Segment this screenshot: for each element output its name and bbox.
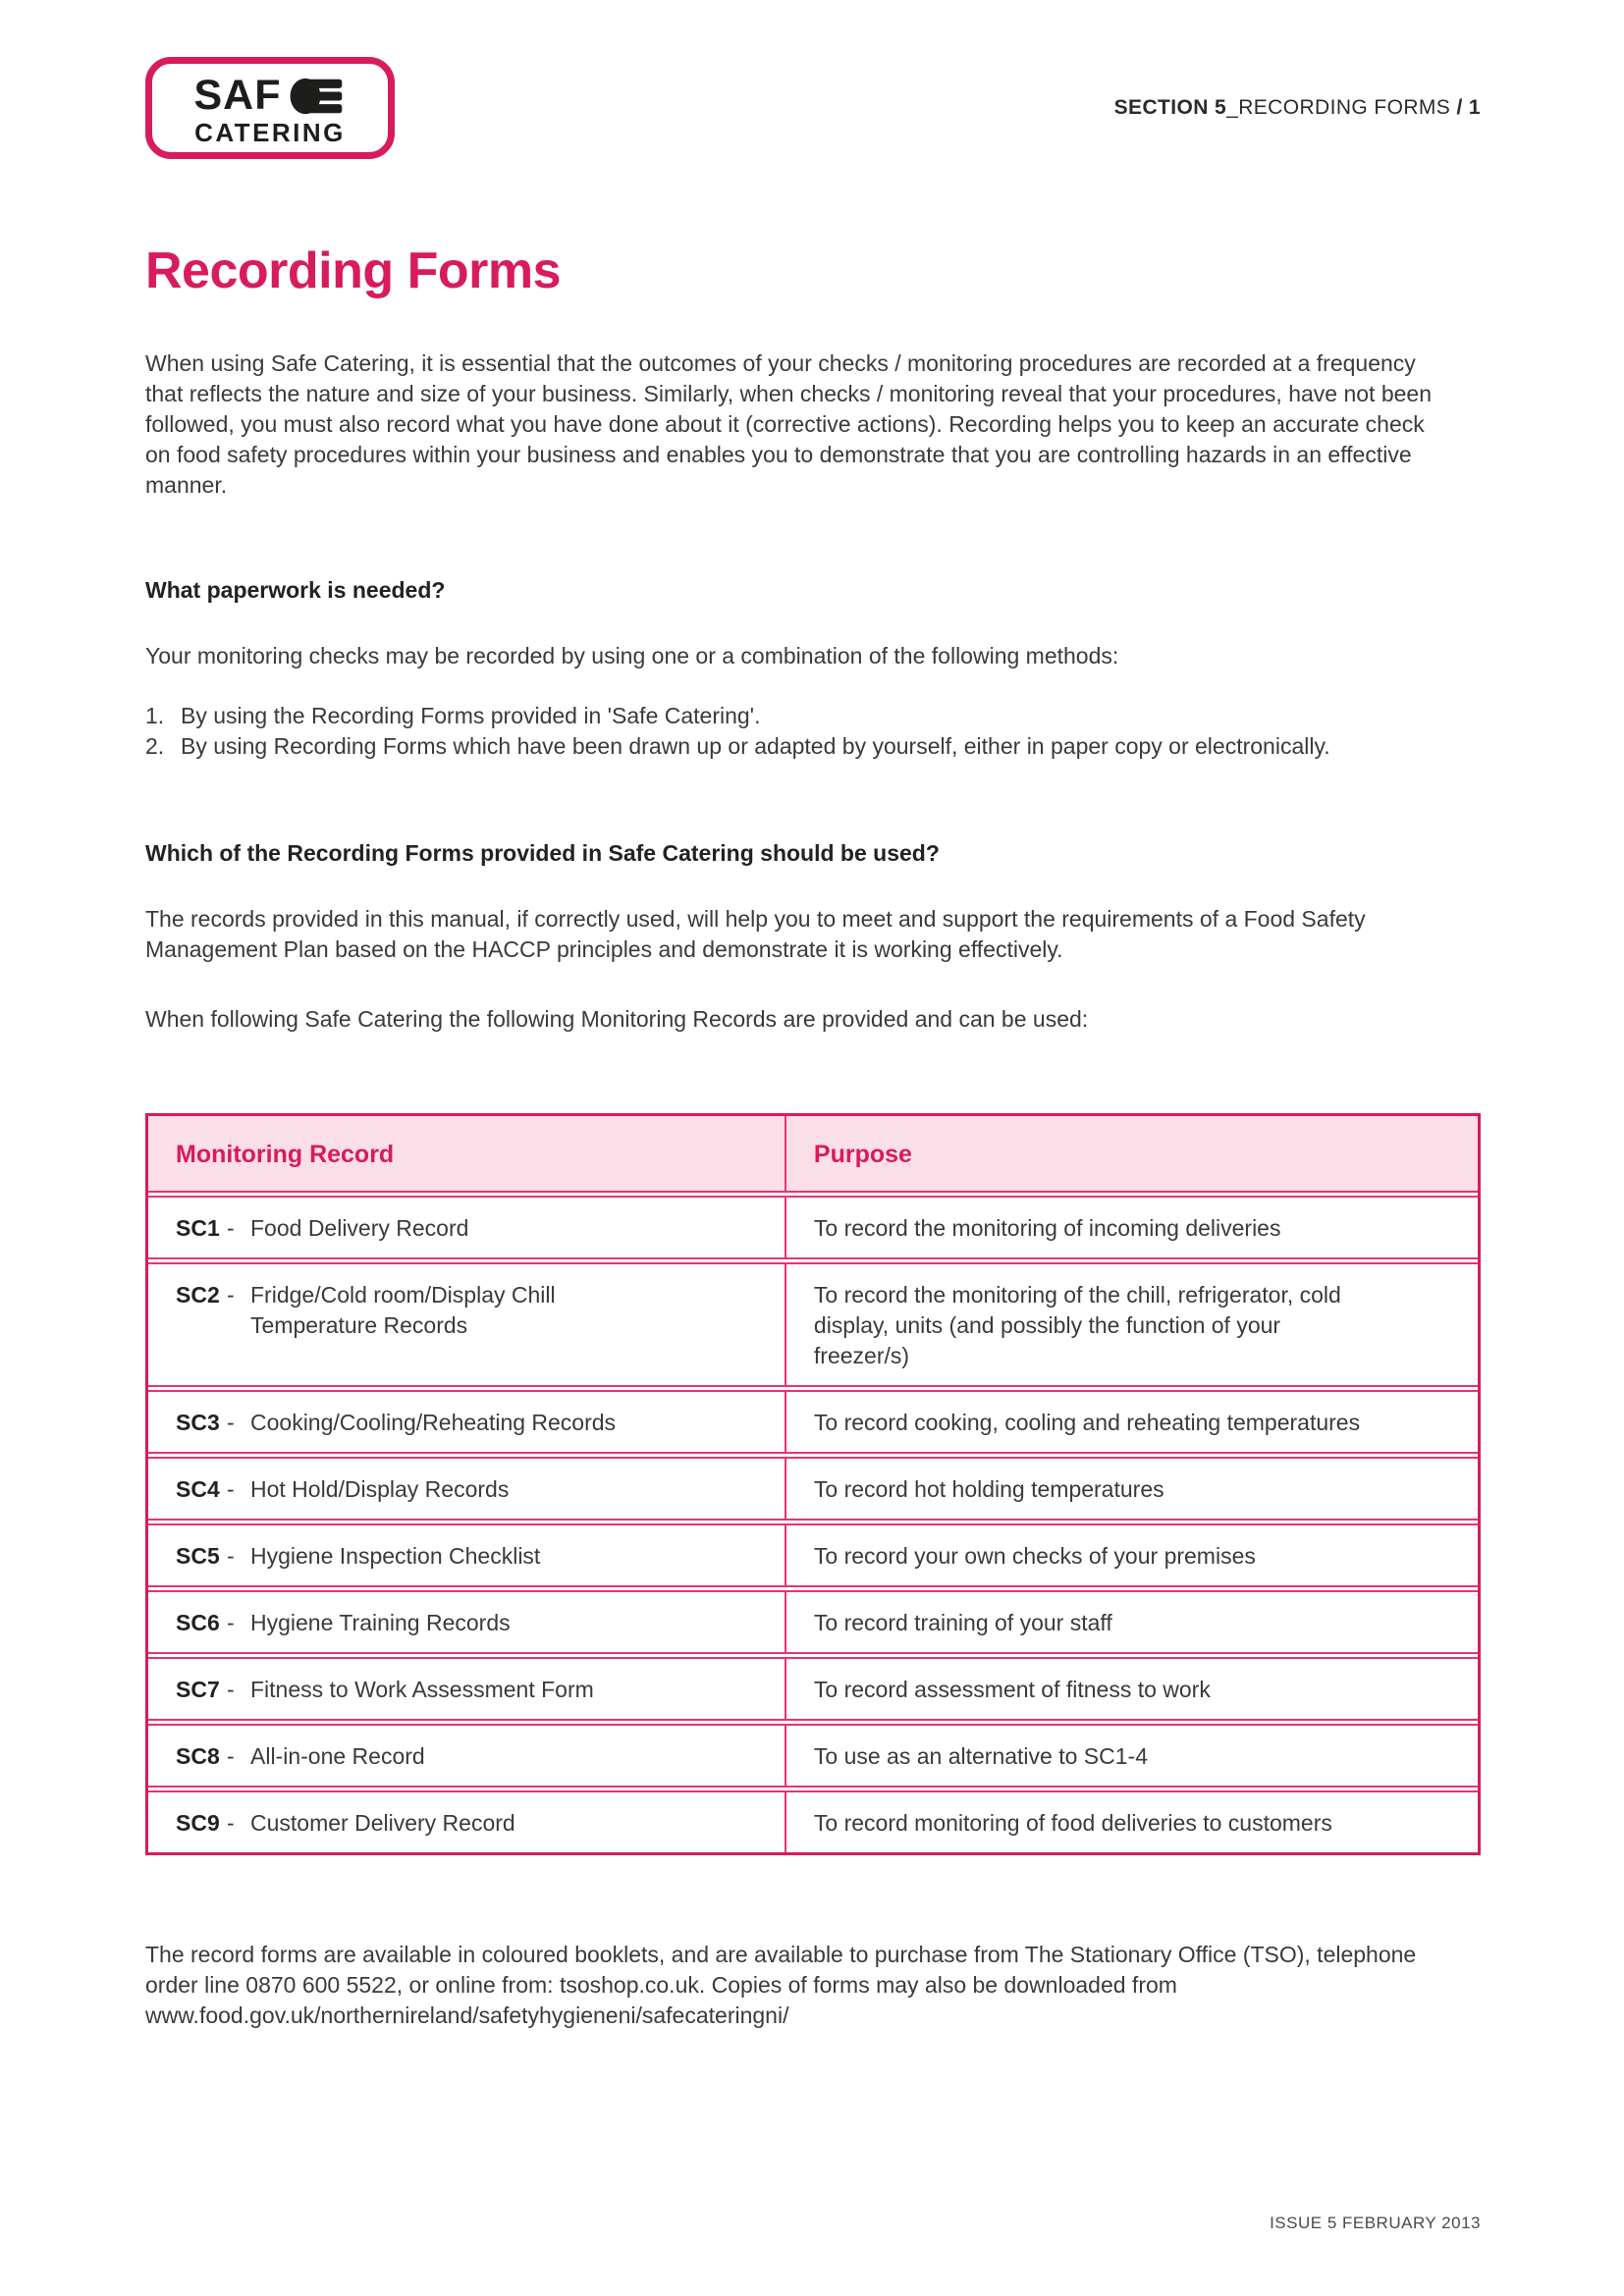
- record-code: SC3: [176, 1410, 220, 1436]
- record-dash: -: [227, 1743, 235, 1770]
- purpose-cell: To record your own checks of your premises: [813, 1543, 1256, 1570]
- record-cell: [148, 1726, 786, 1786]
- section-title: _RECORDING FORMS: [1226, 96, 1457, 119]
- table-row: [148, 1196, 1478, 1259]
- list-number: 2.: [145, 733, 165, 760]
- list-item-text: By using the Recording Forms provided in 'Safe Catering'.: [181, 703, 761, 729]
- which-forms-paragraph: The records provided in this manual, if correctly used, will help you to meet and support the requirements of a Food Safety Management Plan based on the HACCP principles and demonstrate it is working effectively.: [145, 906, 1366, 963]
- record-name: Customer Delivery Record: [250, 1810, 515, 1837]
- record-code: SC4: [176, 1476, 220, 1503]
- record-code: SC6: [176, 1610, 220, 1636]
- logo-text-saf: SAF: [193, 72, 282, 119]
- purpose-cell: To record the monitoring of incoming deliveries: [813, 1215, 1281, 1242]
- record-cell: [148, 1659, 786, 1719]
- issue-date: ISSUE 5 FEBRUARY 2013: [1270, 2214, 1481, 2232]
- record-cell: [148, 1198, 786, 1257]
- purpose-cell: To record training of your staff: [813, 1610, 1112, 1636]
- record-dash: -: [227, 1215, 235, 1242]
- record-name: Hygiene Inspection Checklist: [250, 1543, 541, 1570]
- record-dash: -: [227, 1543, 235, 1570]
- list-item-text: By using Recording Forms which have been drawn up or adapted by yourself, either in paper copy or electronically.: [181, 733, 1330, 760]
- record-name: Hot Hold/Display Records: [250, 1476, 510, 1503]
- record-cell: [148, 1459, 786, 1519]
- monitoring-records-intro: When following Safe Catering the following Monitoring Records are provided and can be used:: [145, 1006, 1089, 1033]
- column-header-label: Monitoring Record: [176, 1141, 395, 1169]
- record-name: Fitness to Work Assessment Form: [250, 1677, 594, 1703]
- list-item: [145, 731, 1481, 762]
- page-header: [145, 57, 1481, 159]
- table-row: [148, 1523, 1478, 1587]
- record-code: SC8: [176, 1743, 220, 1770]
- table-row: [148, 1590, 1478, 1654]
- page-number: / 1: [1456, 96, 1481, 119]
- methods-list: [145, 701, 1481, 762]
- header-cell-monitoring-record: [148, 1116, 786, 1191]
- record-name: All-in-one Record: [250, 1743, 425, 1770]
- record-cell: [148, 1592, 786, 1652]
- record-dash: -: [227, 1810, 235, 1837]
- purpose-cell: To record cooking, cooling and reheating temperatures: [813, 1410, 1361, 1436]
- availability-paragraph: The record forms are available in coloured booklets, and are available to purchase from The Stationary Office (TSO), telephone order line 0870 600 5522, or online from: tsoshop.co.uk. Copies of forms may also be downloaded from www.food.gov.uk/northernireland/safetyhygieneni/safecateringni/: [145, 1942, 1417, 2029]
- intro-paragraph: When using Safe Catering, it is essential that the outcomes of your checks / monitoring procedures are recorded at a frequency that reflects the nature and size of your business. Similarly, when checks / monitoring reveal that your procedures, have not been followed, you must also record what you have done about it (corrective actions). Recording helps you to keep an accurate check on food safety procedures within your business and enables you to demonstrate that you are controlling hazards in an effective manner.: [145, 350, 1432, 499]
- record-code: SC5: [176, 1543, 220, 1570]
- record-dash: -: [227, 1282, 235, 1308]
- table-row: [148, 1262, 1478, 1387]
- record-dash: -: [227, 1410, 235, 1436]
- subhead-paperwork: What paperwork is needed?: [145, 577, 446, 604]
- record-name: Fridge/Cold room/Display Chill Temperature Records: [250, 1282, 556, 1339]
- paperwork-intro: Your monitoring checks may be recorded by using one or a combination of the following methods:: [145, 643, 1119, 669]
- monitoring-records-table: [145, 1113, 1481, 1855]
- record-code: SC7: [176, 1677, 220, 1703]
- record-code: SC2: [176, 1282, 220, 1308]
- logo-text-catering: CATERING: [194, 118, 346, 147]
- table-row: [148, 1657, 1478, 1721]
- record-cell: [148, 1392, 786, 1452]
- purpose-cell: To record the monitoring of the chill, refrigerator, cold display, units (and possibly the function of your freezer/s): [813, 1282, 1341, 1369]
- section-label: SECTION 5: [1113, 96, 1227, 119]
- table-row: [148, 1390, 1478, 1454]
- table-row: [148, 1457, 1478, 1521]
- logo-top-line: [193, 72, 347, 119]
- subhead-which-forms: Which of the Recording Forms provided in Safe Catering should be used?: [145, 840, 940, 867]
- table-header-row: [148, 1116, 1478, 1193]
- purpose-cell: To record assessment of fitness to work: [813, 1677, 1211, 1703]
- record-dash: -: [227, 1610, 235, 1636]
- record-code: SC1: [176, 1215, 220, 1242]
- fork-icon: [284, 77, 347, 116]
- list-item: [145, 701, 1481, 731]
- column-header-label: Purpose: [813, 1141, 912, 1169]
- record-name: Cooking/Cooling/Reheating Records: [250, 1410, 617, 1436]
- record-cell: [148, 1525, 786, 1585]
- record-name: Food Delivery Record: [250, 1215, 469, 1242]
- record-cell: [148, 1792, 786, 1852]
- safe-catering-logo: [145, 57, 395, 159]
- header-cell-purpose: [786, 1116, 1478, 1191]
- table-row: [148, 1724, 1478, 1788]
- record-dash: -: [227, 1476, 235, 1503]
- list-number: 1.: [145, 703, 165, 729]
- purpose-cell: To record monitoring of food deliveries to customers: [813, 1810, 1332, 1837]
- purpose-cell: To use as an alternative to SC1-4: [813, 1743, 1148, 1770]
- record-cell: [148, 1264, 786, 1385]
- purpose-cell: To record hot holding temperatures: [813, 1476, 1164, 1503]
- record-code: SC9: [176, 1810, 220, 1837]
- record-dash: -: [227, 1677, 235, 1703]
- page-title: Recording Forms: [145, 242, 561, 299]
- record-name: Hygiene Training Records: [250, 1610, 511, 1636]
- section-reference: [1114, 96, 1481, 120]
- table-row: [148, 1790, 1478, 1852]
